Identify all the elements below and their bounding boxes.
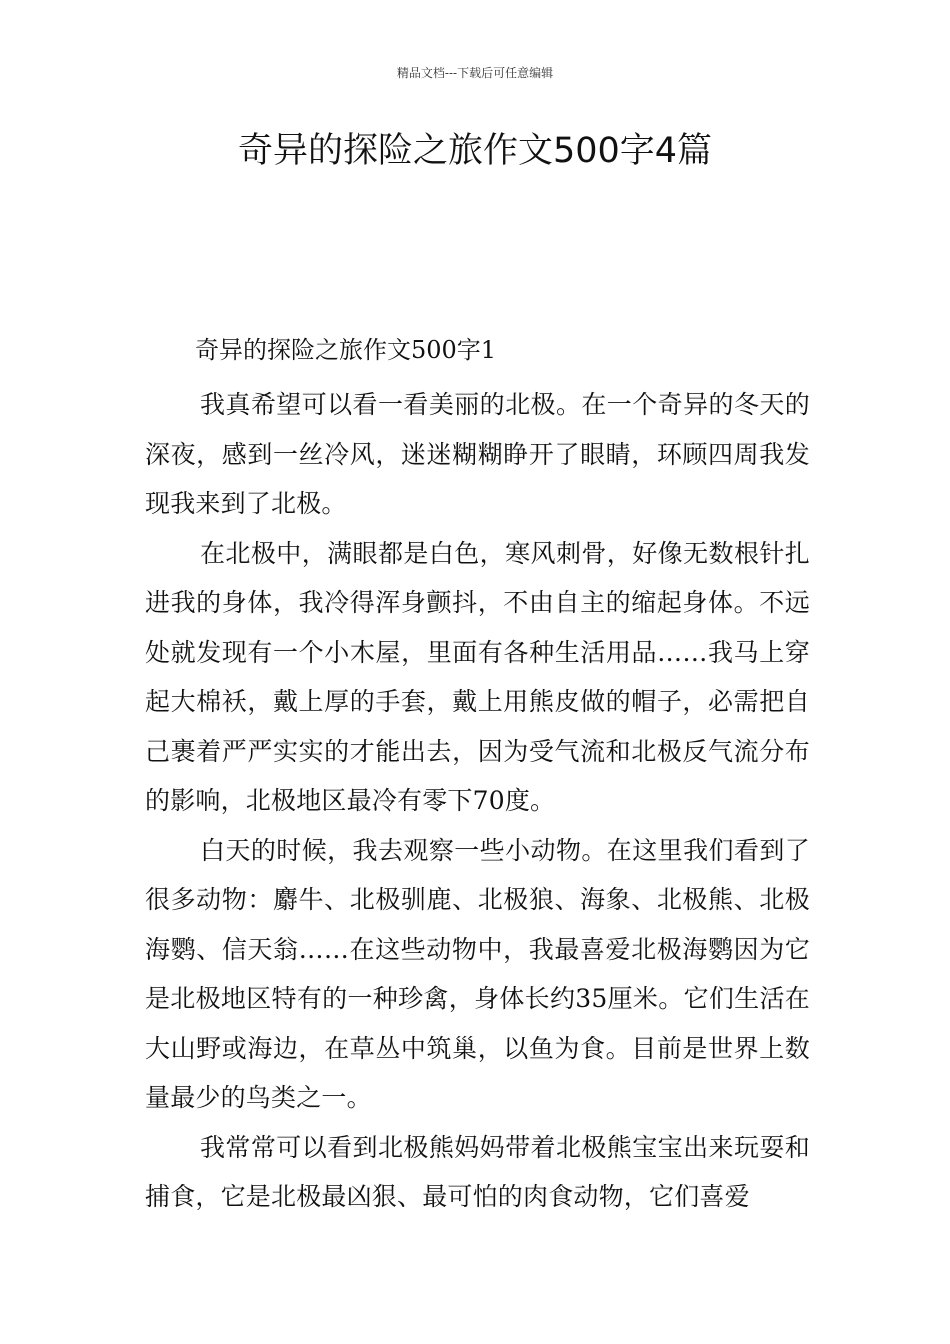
section-heading: 奇异的探险之旅作文500字1 [195,336,497,364]
paragraph-3: 白天的时候，我去观察一些小动物。在这里我们看到了很多动物：麝牛、北极驯鹿、北极狼、海象、北极熊、北极海鹦、信天翁……在这些动物中，我最喜爱北极海鹦因为它是北极地区特有的一种珍禽，身体长约35厘米。它们生活在大山野或海边，在草丛中筑巢，以鱼为食。目前是世界上数量最少的鸟类之一。 [145,835,810,1112]
document-title: 奇异的探险之旅作文500字4篇 [237,131,713,171]
page-header-note: 精品文档---下载后可任意编辑 [396,66,554,80]
article-body [145,330,810,1222]
paragraph-1: 我真希望可以看一看美丽的北极。在一个奇异的冬天的深夜，感到一丝冷风，迷迷糊糊睁开了眼睛，环顾四周我发现我来到了北极。 [145,390,810,518]
paragraph-2: 在北极中，满眼都是白色，寒风刺骨，好像无数根针扎进我的身体，我冷得浑身颤抖，不由自主的缩起身体。不远处就发现有一个小木屋，里面有各种生活用品……我马上穿起大棉袄，戴上厚的手套，戴上用熊皮做的帽子，必需把自己裹着严严实实的才能出去，因为受气流和北极反气流分布的影响，北极地区最冷有零下70度。 [145,538,810,815]
paragraph-4: 我常常可以看到北极熊妈妈带着北极熊宝宝出来玩耍和捕食，它是北极最凶狠、最可怕的肉食动物，它们喜爱 [145,1132,810,1211]
